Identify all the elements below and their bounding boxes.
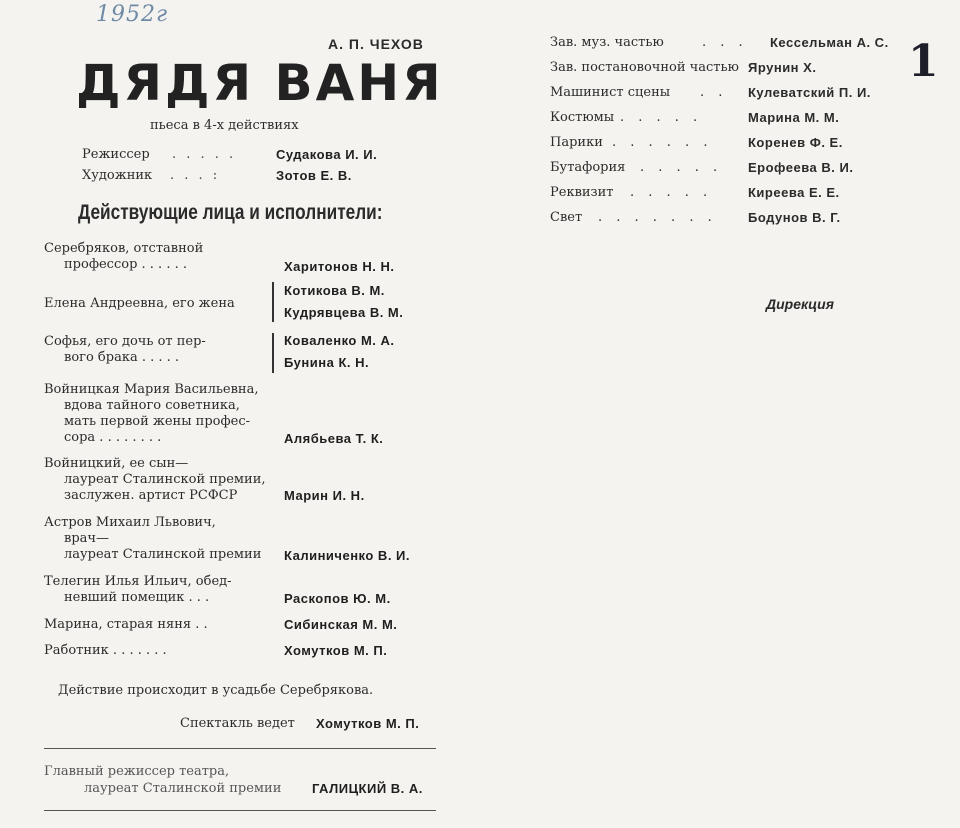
leader-dots: . . (700, 85, 728, 100)
play-title: ДЯДЯ ВАНЯ (76, 54, 444, 112)
cast-actor: Бунина К. Н. (284, 355, 370, 370)
leader-dots: . . . (702, 35, 748, 50)
staff-name: Бодунов В. Г. (748, 210, 841, 225)
cast-actor: Кудрявцева В. М. (284, 305, 404, 320)
chief-director-name: ГАЛИЦКИЙ В. А. (312, 781, 423, 796)
cast-role (44, 296, 235, 312)
role-line: лауреат Сталинской премии, (64, 472, 266, 487)
staff-name: Ярунин Х. (748, 60, 817, 75)
staff-label: Свет (550, 210, 583, 225)
cast-bracket (272, 282, 274, 322)
divider (44, 748, 436, 749)
staff-label: Машинист сцены (550, 85, 671, 100)
leader-dots: . . . : (170, 168, 221, 183)
credit-name: Зотов Е. В. (276, 168, 352, 183)
role-line: Астров Михаил Львович, (44, 515, 216, 530)
setting-note: Действие происходит в усадьбе Серебрякова. (58, 683, 374, 698)
author: А. П. ЧЕХОВ (328, 36, 424, 52)
cast-actor: Раскопов Ю. М. (284, 591, 391, 606)
role-line: Софья, его дочь от пер- (44, 334, 206, 349)
role-line: Елена Андреевна, его жена (44, 296, 235, 311)
staff-name: Киреева Е. Е. (748, 185, 840, 200)
staff-name: Кулеватский П. И. (748, 85, 871, 100)
role-line: Марина, старая няня . . (44, 617, 208, 632)
credit-label: Режиссер (82, 147, 150, 162)
staff-label: Костюмы (550, 110, 615, 125)
role-line: Работник . . . . . . . (44, 643, 167, 658)
cast-actor: Харитонов Н. Н. (284, 259, 395, 274)
cast-role (44, 515, 261, 563)
cast-actor: Марин И. Н. (284, 488, 365, 503)
cast-bracket (272, 333, 274, 373)
divider (44, 810, 436, 811)
role-line: мать первой жены профес- (64, 414, 251, 429)
role-line: сора . . . . . . . . (64, 430, 162, 445)
handwritten-year: 1952г (96, 2, 169, 27)
cast-actor: Коваленко М. А. (284, 333, 395, 348)
cast-actor: Хомутков М. П. (284, 643, 388, 658)
cast-actor: Калиниченко В. И. (284, 548, 411, 563)
leader-dots: . . . . . (630, 185, 713, 200)
signoff: Дирекция (766, 296, 834, 312)
role-line: профессор . . . . . . (64, 257, 187, 272)
stage-manager-label: Спектакль ведет (180, 716, 295, 731)
chief-director-title: Главный режиссер театра, (44, 764, 230, 779)
cast-role (44, 334, 206, 366)
staff-label: Парики (550, 135, 603, 150)
leader-dots: . . . . . (172, 147, 237, 162)
staff-label: Бутафория (550, 160, 626, 175)
play-subtitle: пьеса в 4-х действиях (150, 118, 299, 133)
chief-director-award: лауреат Сталинской премии (84, 781, 282, 796)
role-line: вдова тайного советника, (64, 398, 240, 413)
role-line: Серебряков, отставной (44, 241, 204, 256)
role-line: Войницкая Мария Васильевна, (44, 382, 259, 397)
leader-dots: . . . . . . . (598, 210, 717, 225)
staff-name: Кессельман А. С. (770, 35, 889, 50)
role-line: Войницкий, ее сын— (44, 456, 189, 471)
role-line: Телегин Илья Ильич, обед- (44, 574, 232, 589)
staff-name: Коренев Ф. Е. (748, 135, 843, 150)
cast-actor: Котикова В. М. (284, 283, 385, 298)
credit-label: Художник (82, 168, 153, 183)
role-line: лауреат Сталинской премии (64, 547, 262, 562)
staff-name: Ерофеева В. И. (748, 160, 854, 175)
leader-dots: . . . . . (620, 110, 703, 125)
cast-actor: Сибинская М. М. (284, 617, 398, 632)
cast-role (44, 617, 208, 633)
role-line: невший помещик . . . (64, 590, 210, 605)
cast-role (44, 241, 203, 273)
cast-heading: Действующие лица и исполнители: (78, 201, 383, 224)
cast-role (44, 643, 167, 659)
stage-manager-name: Хомутков М. П. (316, 716, 420, 731)
staff-label: Зав. постановочной частью (550, 60, 739, 75)
leader-dots: . . . . . . (612, 135, 713, 150)
handwritten-number: 1 (908, 36, 939, 87)
cast-role (44, 574, 232, 606)
role-line: врач— (64, 531, 109, 546)
role-line: вого брака . . . . . (64, 350, 180, 365)
role-line: заслужен. артист РСФСР (64, 488, 238, 503)
staff-label: Реквизит (550, 185, 614, 200)
staff-label: Зав. муз. частью (550, 35, 664, 50)
credit-name: Судакова И. И. (276, 147, 378, 162)
leader-dots: . . . . . (640, 160, 723, 175)
cast-actor: Алябьева Т. К. (284, 431, 384, 446)
cast-role (44, 382, 258, 446)
staff-name: Марина М. М. (748, 110, 840, 125)
cast-role (44, 456, 266, 504)
